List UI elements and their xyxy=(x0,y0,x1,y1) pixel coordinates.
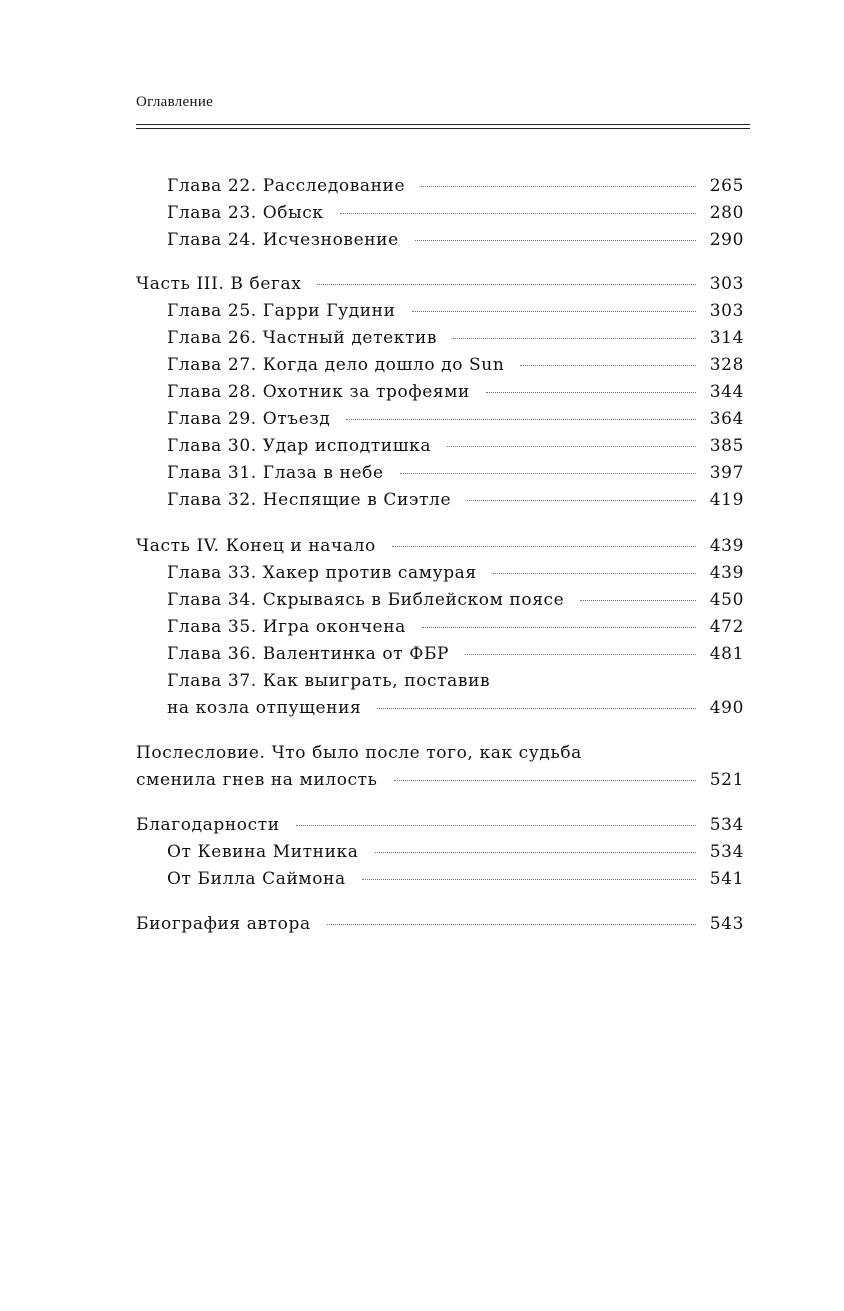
toc-entry-afterword-line2[interactable] xyxy=(136,767,744,794)
toc-entry-page: 481 xyxy=(709,644,744,664)
dot-leader xyxy=(362,879,696,880)
toc-entry-part-4[interactable] xyxy=(136,533,744,560)
toc-entry-page: 303 xyxy=(709,301,744,321)
dot-leader xyxy=(493,573,696,574)
toc-entry-chapter-35[interactable] xyxy=(136,614,744,641)
toc-entry-title: Благодарности xyxy=(136,815,280,835)
toc-entry-title: Биография автора xyxy=(136,914,311,934)
toc-entry-page: 328 xyxy=(709,355,744,375)
toc-entry-title: Глава 37. Как выиграть, поставив xyxy=(167,671,491,691)
toc-entry-page: 439 xyxy=(709,536,744,556)
toc-entry-page: 280 xyxy=(709,203,744,223)
dot-leader xyxy=(486,392,696,393)
toc-entry-chapter-24[interactable] xyxy=(136,227,744,254)
toc-entry-chapter-31[interactable] xyxy=(136,460,744,487)
toc-entry-title: Глава 22. Расследование xyxy=(167,176,406,196)
dot-leader xyxy=(453,338,696,339)
dot-leader xyxy=(392,546,696,547)
toc-entry-title: Глава 24. Исчезновение xyxy=(167,230,399,250)
toc-entry-title: сменила гнев на милость xyxy=(136,770,378,790)
dot-leader xyxy=(400,473,696,474)
toc-entry-page: 450 xyxy=(709,590,744,610)
toc-entry-biography[interactable] xyxy=(136,911,744,938)
dot-leader xyxy=(465,654,696,655)
dot-leader xyxy=(421,186,696,187)
dot-leader xyxy=(340,213,696,214)
toc-entry-chapter-22[interactable] xyxy=(136,173,744,200)
toc-entry-title: От Билла Саймона xyxy=(167,869,346,889)
toc-entry-title: Глава 27. Когда дело дошло до Sun xyxy=(167,355,505,375)
toc-entry-chapter-30[interactable] xyxy=(136,433,744,460)
toc-entry-title: Глава 30. Удар исподтишка xyxy=(167,436,432,456)
toc-entry-part-3[interactable] xyxy=(136,271,744,298)
toc-entry-chapter-36[interactable] xyxy=(136,641,744,668)
dot-leader xyxy=(346,419,695,420)
toc-entry-page: 490 xyxy=(709,698,744,718)
toc-entry-chapter-37-line1[interactable] xyxy=(136,668,744,695)
toc-entry-page: 472 xyxy=(709,617,744,637)
dot-leader xyxy=(377,708,695,709)
toc-entry-title: Часть III. В бегах xyxy=(136,274,302,294)
toc-entry-page: 385 xyxy=(709,436,744,456)
toc-entry-chapter-37-line2[interactable] xyxy=(136,695,744,722)
toc-entry-acknowledgments[interactable] xyxy=(136,812,744,839)
toc-entry-title: Глава 33. Хакер против самурая xyxy=(167,563,477,583)
toc-entry-chapter-29[interactable] xyxy=(136,406,744,433)
toc-entry-page: 314 xyxy=(709,328,744,348)
toc-entry-chapter-34[interactable] xyxy=(136,587,744,614)
toc-entry-ack-mitnick[interactable] xyxy=(136,839,744,866)
toc-entry-title: Глава 25. Гарри Гудини xyxy=(167,301,396,321)
toc-entry-title: Глава 23. Обыск xyxy=(167,203,324,223)
dot-leader xyxy=(317,284,695,285)
toc-entry-title: Глава 36. Валентинка от ФБР xyxy=(167,644,450,664)
dot-leader xyxy=(327,924,696,925)
toc-entry-chapter-33[interactable] xyxy=(136,560,744,587)
dot-leader xyxy=(412,311,696,312)
dot-leader xyxy=(580,600,695,601)
toc-entry-page: 541 xyxy=(709,869,744,889)
toc-entry-title: Глава 29. Отъезд xyxy=(167,409,331,429)
dot-leader xyxy=(394,780,696,781)
toc-entry-page: 303 xyxy=(709,274,744,294)
header-rule-thick xyxy=(136,124,750,125)
toc-entry-title: Глава 26. Частный детектив xyxy=(167,328,438,348)
dot-leader xyxy=(415,240,696,241)
dot-leader xyxy=(375,852,696,853)
dot-leader xyxy=(447,446,696,447)
running-head: Оглавление xyxy=(136,94,214,110)
toc-entry-page: 534 xyxy=(709,842,744,862)
toc-entry-page: 397 xyxy=(709,463,744,483)
toc-entry-page: 439 xyxy=(709,563,744,583)
toc-entry-title: Глава 28. Охотник за трофеями xyxy=(167,382,470,402)
toc-entry-title: Послесловие. Что было после того, как судьба xyxy=(136,743,582,763)
toc-entry-page: 534 xyxy=(709,815,744,835)
toc-entry-title: От Кевина Митника xyxy=(167,842,359,862)
toc-entry-chapter-32[interactable] xyxy=(136,487,744,514)
header-rule-thin xyxy=(136,128,750,129)
dot-leader xyxy=(520,365,695,366)
toc-entry-chapter-28[interactable] xyxy=(136,379,744,406)
toc-entry-chapter-27[interactable] xyxy=(136,352,744,379)
toc-entry-title: Глава 31. Глаза в небе xyxy=(167,463,384,483)
toc-entry-chapter-23[interactable] xyxy=(136,200,744,227)
dot-leader xyxy=(296,825,696,826)
dot-leader xyxy=(422,627,696,628)
toc-entry-page: 344 xyxy=(709,382,744,402)
toc-entry-title: Глава 35. Игра окончена xyxy=(167,617,406,637)
toc-entry-afterword-line1[interactable] xyxy=(136,740,744,767)
toc-entry-title: Глава 32. Неспящие в Сиэтле xyxy=(167,490,452,510)
toc-entry-page: 543 xyxy=(709,914,744,934)
toc-entry-page: 521 xyxy=(709,770,744,790)
toc-entry-page: 364 xyxy=(709,409,744,429)
toc-entry-ack-simon[interactable] xyxy=(136,866,744,893)
toc-entry-chapter-26[interactable] xyxy=(136,325,744,352)
toc-entry-page: 265 xyxy=(709,176,744,196)
toc-entry-title: на козла отпущения xyxy=(167,698,362,718)
toc-entry-chapter-25[interactable] xyxy=(136,298,744,325)
toc-entry-page: 290 xyxy=(709,230,744,250)
dot-leader xyxy=(467,500,696,501)
toc-entry-title: Глава 34. Скрываясь в Библейском поясе xyxy=(167,590,565,610)
toc-entry-title: Часть IV. Конец и начало xyxy=(136,536,376,556)
toc-entry-page: 419 xyxy=(709,490,744,510)
